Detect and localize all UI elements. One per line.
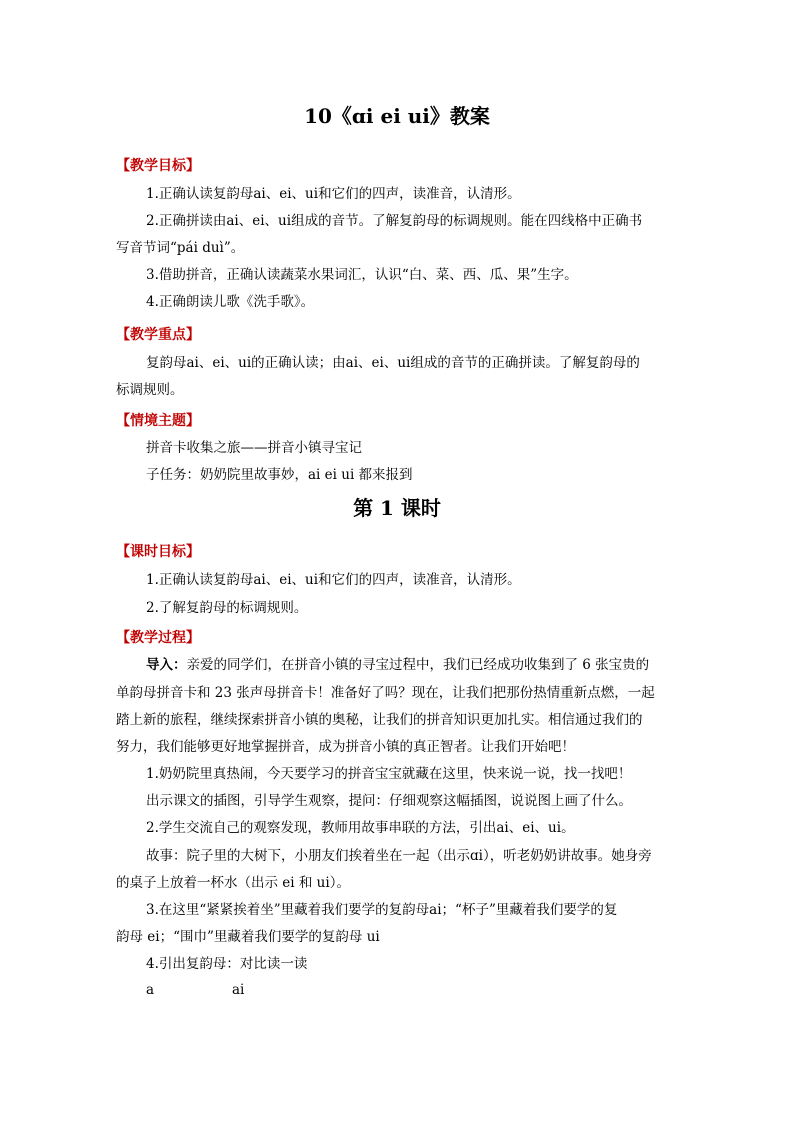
paragraph bbox=[146, 653, 708, 673]
paragraph: 4.引出复韵母：对比读一读 bbox=[146, 956, 308, 972]
paragraph: 3.在这里“紧紧挨着坐”里藏着我们要学的复韵母ai；“杯子”里藏着我们要学的复 bbox=[146, 902, 618, 918]
paragraph: 1.正确认读复韵母ai、ei、ui和它们的四声，读准音，认清形。 bbox=[146, 186, 521, 202]
section-heading-lesson-goals: 【课时目标】 bbox=[116, 544, 200, 560]
paragraph: 的桌子上放着一杯水（出示 ei 和 ui）。 bbox=[116, 875, 350, 891]
paragraph: 出示课文的插图，引导学生观察，提问：仔细观察这幅插图，说说图上画了什么。 bbox=[146, 793, 632, 809]
compare-item-ai: ai bbox=[232, 982, 245, 998]
section-heading-theme: 【情境主题】 bbox=[116, 413, 200, 429]
paragraph: 2.学生交流自己的观察发现，教师用故事串联的方法，引出ai、ei、ui。 bbox=[146, 820, 575, 836]
paragraph: 1.奶奶院里真热闹，今天要学习的拼音宝宝就藏在这里，快来说一说，找一找吧！ bbox=[146, 766, 632, 782]
lesson-title: 第 1 课时 bbox=[353, 496, 441, 520]
intro-text: 亲爱的同学们，在拼音小镇的寻宝过程中，我们已经成功收集到了 6 张宝贵的 bbox=[186, 657, 650, 673]
paragraph: 子任务：奶奶院里故事妙，ai ei ui 都来报到 bbox=[146, 467, 413, 483]
intro-label: 导入： bbox=[146, 657, 187, 673]
compare-item-a: a bbox=[146, 982, 155, 998]
paragraph: 写音节词“pái duì”。 bbox=[116, 240, 245, 256]
paragraph: 4.正确朗读儿歌《洗手歌》。 bbox=[146, 294, 315, 310]
paragraph: 复韵母ai、ei、ui的正确认读；由ai、ei、ui组成的音节的正确拼读。了解复韵母的 bbox=[146, 355, 640, 371]
paragraph: 2.了解复韵母的标调规则。 bbox=[146, 600, 308, 616]
paragraph: 努力，我们能够更好地掌握拼音，成为拼音小镇的真正智者。让我们开始吧！ bbox=[116, 739, 575, 755]
paragraph: 2.正确拼读由ai、ei、ui组成的音节。了解复韵母的标调规则。能在四线格中正确书 bbox=[146, 213, 643, 229]
paragraph: 踏上新的旅程，继续探索拼音小镇的奥秘，让我们的拼音知识更加扎实。相信通过我们的 bbox=[116, 712, 643, 728]
paragraph: 故事：院子里的大树下，小朋友们挨着坐在一起（出示ɑi），听老奶奶讲故事。她身旁 bbox=[146, 848, 652, 864]
paragraph: 拼音卡收集之旅——拼音小镇寻宝记 bbox=[146, 440, 362, 456]
paragraph: 韵母 ei；“围巾”里藏着我们要学的复韵母 ui bbox=[116, 929, 380, 945]
paragraph: 1.正确认读复韵母ai、ei、ui和它们的四声，读准音，认清形。 bbox=[146, 572, 521, 588]
paragraph: 3.借助拼音，正确认读蔬菜水果词汇，认识“白、菜、西、瓜、果”生字。 bbox=[146, 267, 578, 283]
paragraph: 标调规则。 bbox=[116, 382, 184, 398]
document-title: 10《ɑi ei ui》教案 bbox=[304, 104, 490, 128]
paragraph: 单韵母拼音卡和 23 张声母拼音卡！准备好了吗？现在，让我们把那份热情重新点燃，一起 bbox=[116, 685, 655, 701]
section-heading-key-points: 【教学重点】 bbox=[116, 327, 200, 343]
section-heading-teaching-goals: 【教学目标】 bbox=[116, 158, 200, 174]
section-heading-process: 【教学过程】 bbox=[116, 630, 200, 646]
